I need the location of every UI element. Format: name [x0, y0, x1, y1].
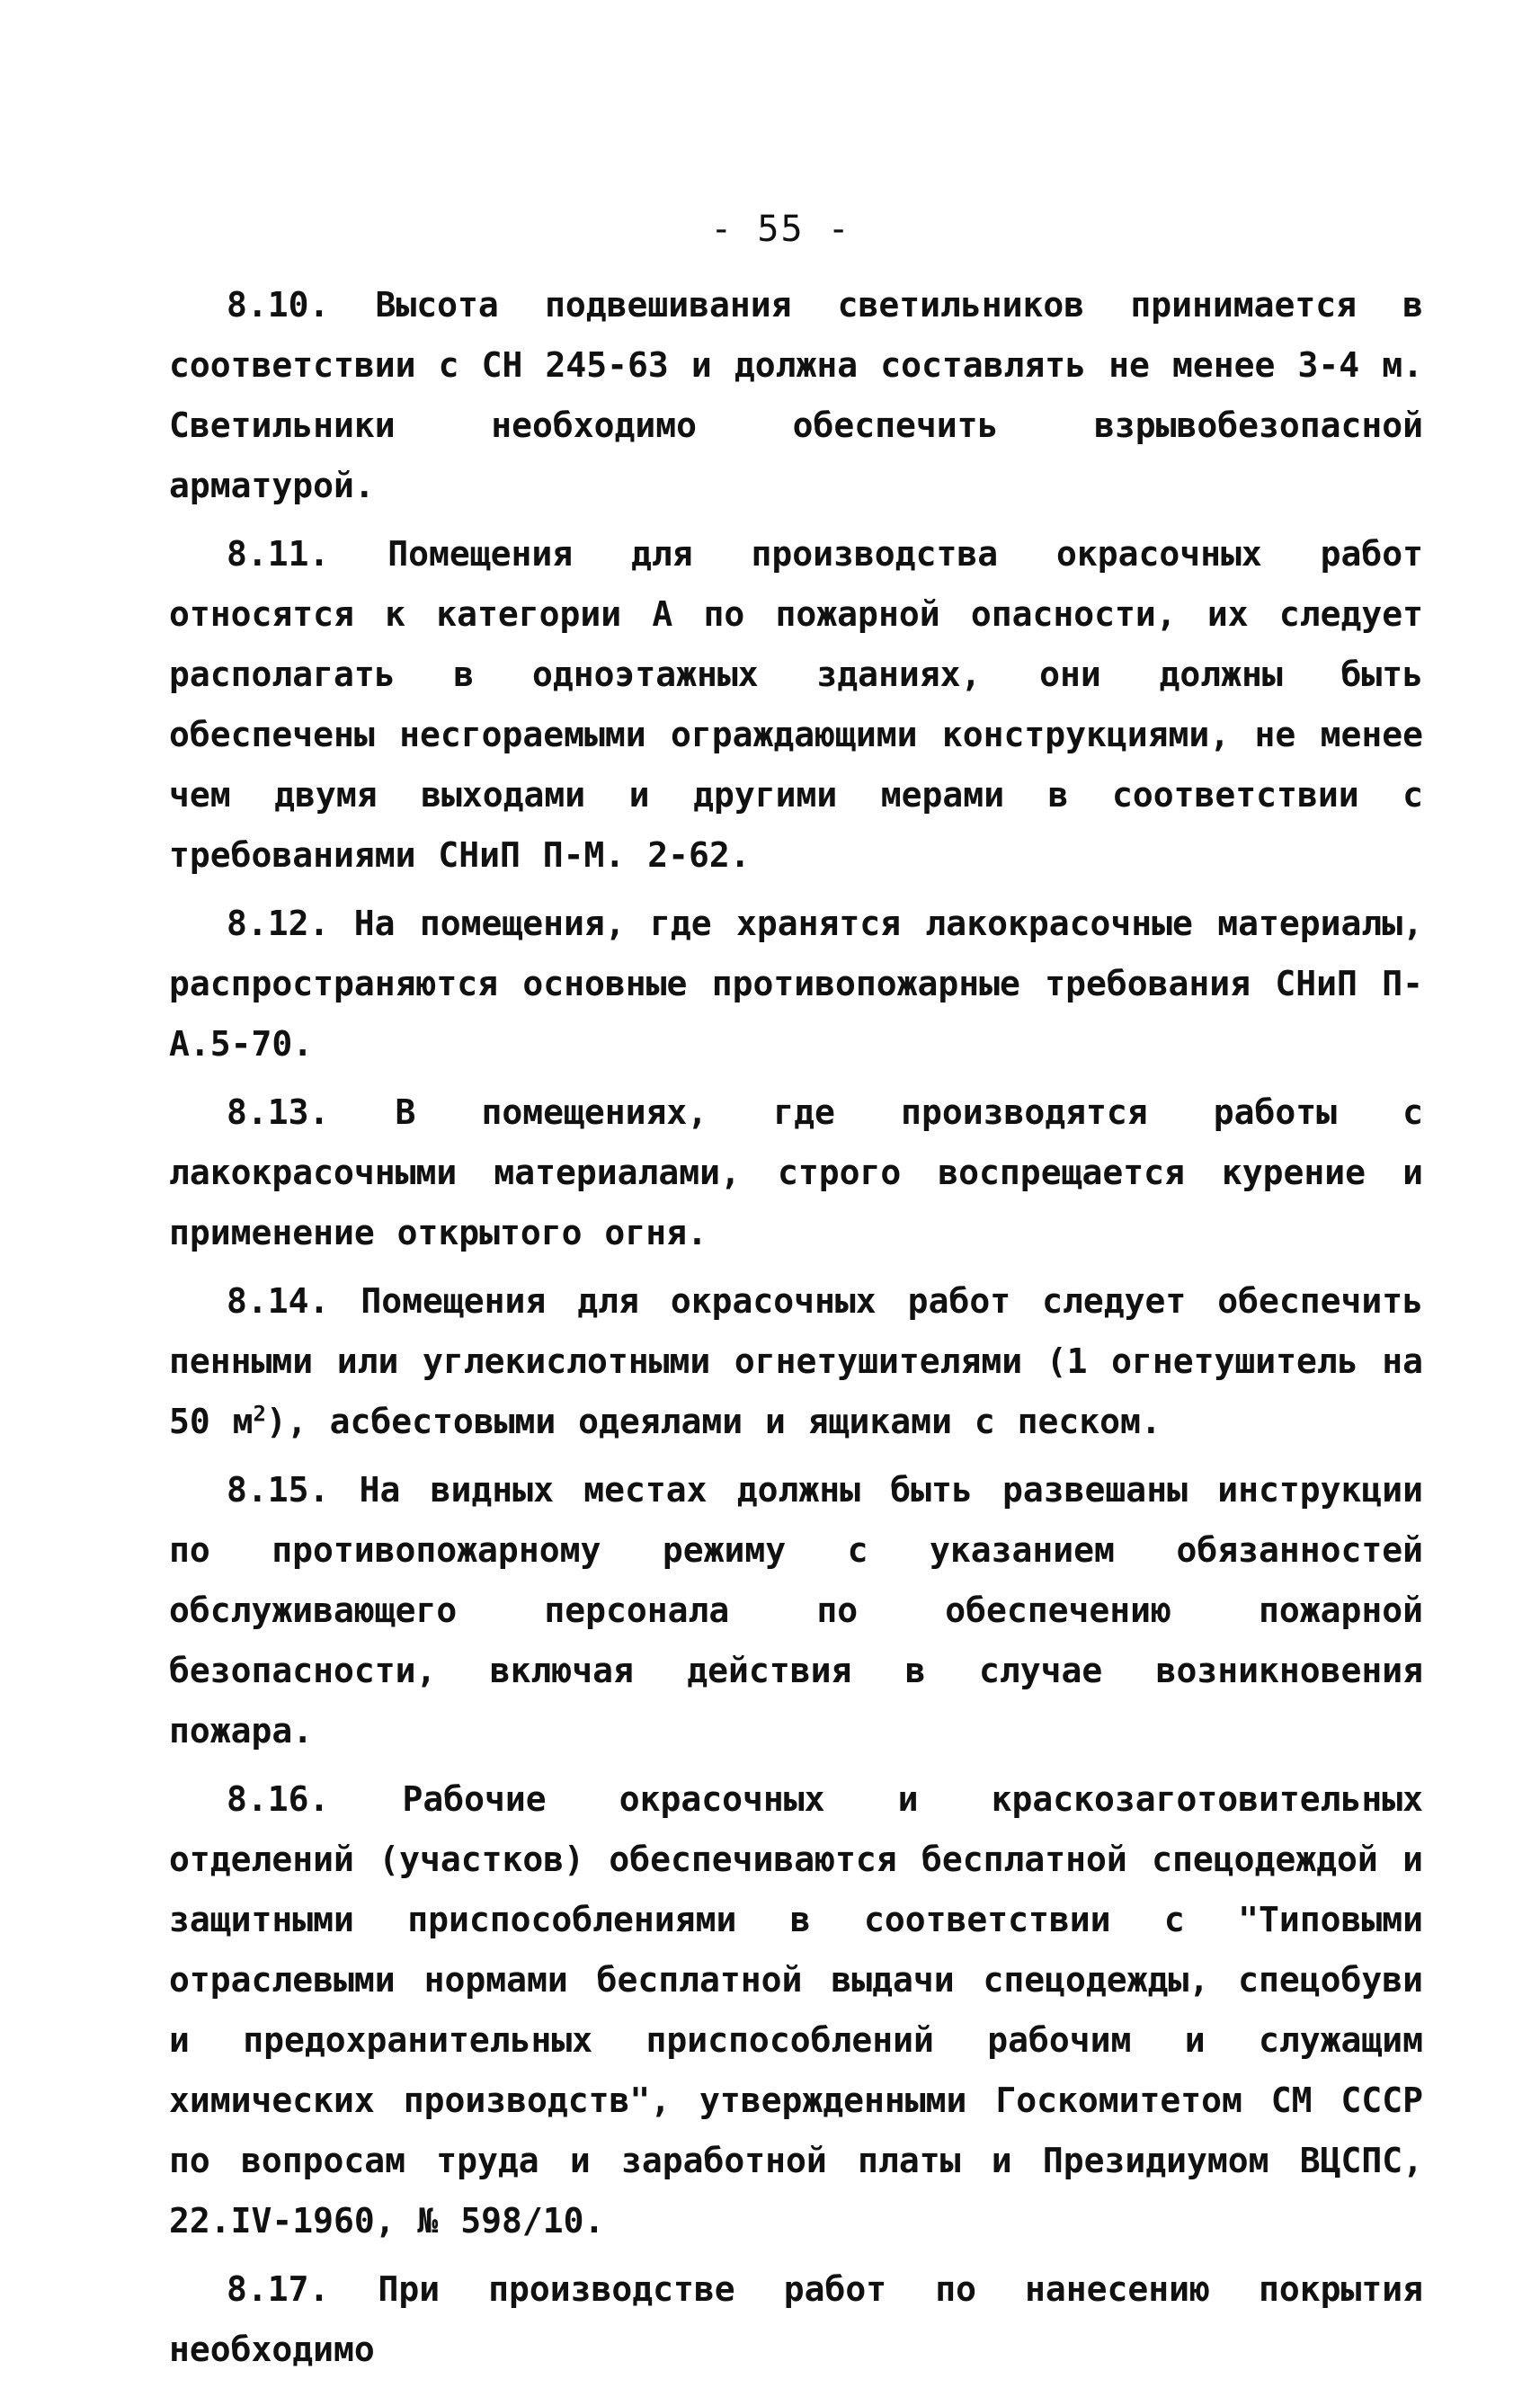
- paragraph-8-17: 8.17. При производстве работ по нанесению покрытия необходимо: [169, 2269, 1423, 2369]
- paragraph-8-16: 8.16. Рабочие окрасочных и краскозаготовительных отделений (участков) обеспечиваются бесплатной спецодеждой и защитными приспособлениями в соответствии с "Типовыми отраслевыми нормами бесплатной выдачи спецодежды, спецобуви и предохранительных приспособлений рабочим и служащим химических производств", утвержденными Госкомитетом СМ СССР по вопросам труда и заработной платы и Президиумом ВЦСПС, 22.IV-1960, № 598/10.: [169, 1779, 1423, 2241]
- paragraph-8-11: 8.11. Помещения для производства окрасочных работ относятся к категории А по пожарной опасности, их следует располагать в одноэтажных зданиях, они должны быть обеспечены несгораемыми ограждающими конструкциями, не менее чем двумя выходами и другими мерами в соответствии с требованиями СНиП П-М. 2-62.: [169, 534, 1423, 875]
- body-text: [169, 275, 1423, 2388]
- page-number: - 55 -: [710, 209, 851, 250]
- paragraph-8-12: 8.12. На помещения, где хранятся лакокрасочные материалы, распространяются основные противопожарные требования СНиП П-А.5-70.: [169, 904, 1423, 1064]
- paragraph-8-14: [169, 1271, 1423, 1452]
- paragraph-8-14-part-2: ), асбестовыми одеялами и ящиками с песком.: [265, 1402, 1162, 1441]
- paragraph-8-15: 8.15. На видных местах должны быть развешаны инструкции по противопожарному режиму с указанием обязанностей обслуживающего персонала по обеспечению пожарной безопасности, включая действия в случае возникновения пожара.: [169, 1470, 1423, 1751]
- paragraph-8-10: 8.10. Высота подвешивания светильников принимается в соответствии с СН 245-63 и должна составлять не менее 3-4 м. Светильники необходимо обеспечить взрывобезопасной арматурой.: [169, 285, 1423, 505]
- square-meter-superscript: 2: [253, 1401, 266, 1427]
- paragraph-8-14-part-1: 8.14. Помещения для окрасочных работ следует обеспечить пенными или углекислотными огнетушителями (1 огнетушитель на 50 м: [169, 1281, 1423, 1441]
- paragraph-8-13: 8.13. В помещениях, где производятся работы с лакокрасочными материалами, строго воспрещается курение и применение открытого огня.: [169, 1092, 1423, 1252]
